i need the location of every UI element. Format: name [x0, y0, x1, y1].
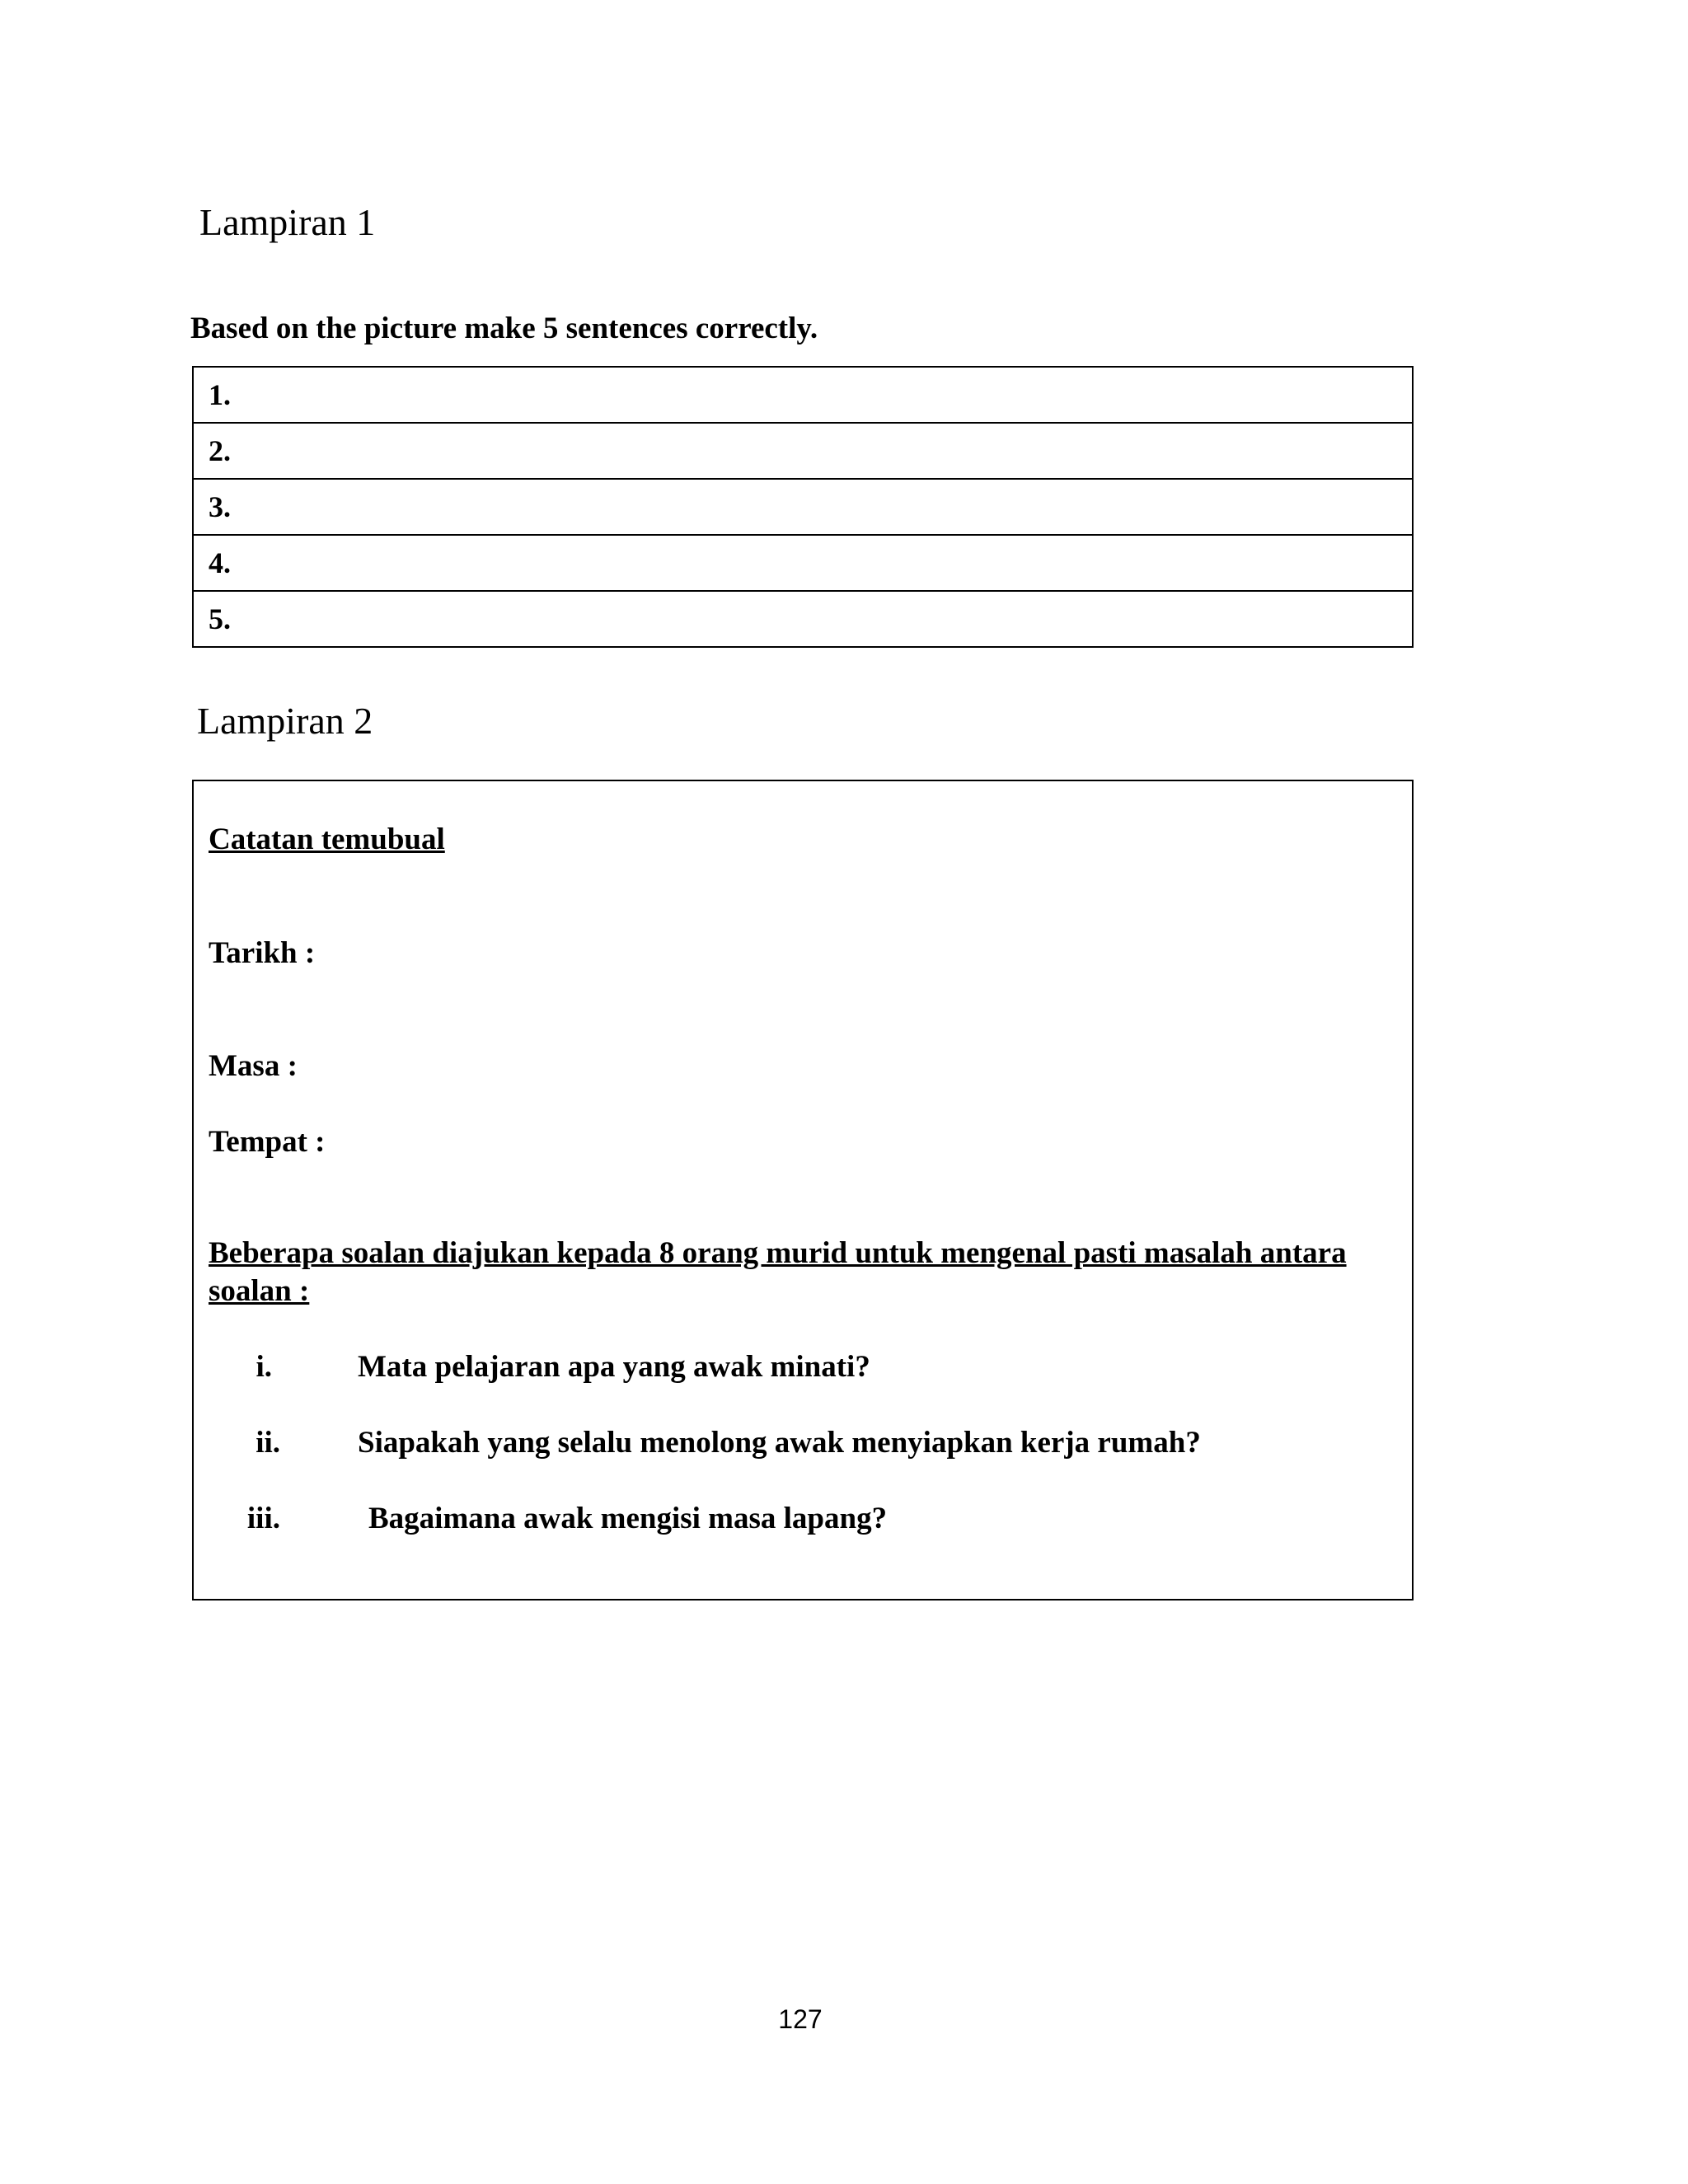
question-text-2: Siapakah yang selalu menolong awak menyiapkan kerja rumah? — [358, 1426, 1201, 1460]
question-number-1: i. — [256, 1350, 272, 1384]
sentence-table — [192, 366, 1414, 648]
instruction-text: Based on the picture make 5 sentences correctly. — [190, 312, 818, 345]
table-row — [193, 479, 1413, 535]
question-text-3: Bagaimana awak mengisi masa lapang? — [368, 1502, 888, 1535]
question-number-3: iii. — [246, 1502, 280, 1535]
date-label: Tarikh : — [209, 936, 316, 970]
table-row — [193, 591, 1413, 647]
time-label: Masa : — [209, 1049, 298, 1083]
sentence-row-2: 2. — [193, 423, 1413, 479]
interview-title: Catatan temubual — [209, 823, 445, 856]
page-number: 127 — [778, 2004, 823, 2034]
lampiran-2-heading: Lampiran 2 — [197, 700, 373, 742]
question-number-2: ii. — [256, 1426, 280, 1460]
sentence-row-3: 3. — [193, 479, 1413, 535]
lampiran-1-heading: Lampiran 1 — [199, 201, 376, 243]
sentence-row-4: 4. — [193, 535, 1413, 591]
sentence-row-1: 1. — [193, 367, 1413, 423]
questions-intro: Beberapa soalan diajukan kepada 8 orang murid untuk mengenal pasti masalah antara soalan : — [209, 1236, 1347, 1308]
sentence-row-5: 5. — [193, 591, 1413, 647]
question-text-1: Mata pelajaran apa yang awak minati? — [358, 1350, 870, 1384]
interview-notes-box — [192, 780, 1414, 1601]
table-row — [193, 367, 1413, 423]
place-label: Tempat : — [209, 1125, 326, 1159]
table-row — [193, 423, 1413, 479]
table-row — [193, 535, 1413, 591]
